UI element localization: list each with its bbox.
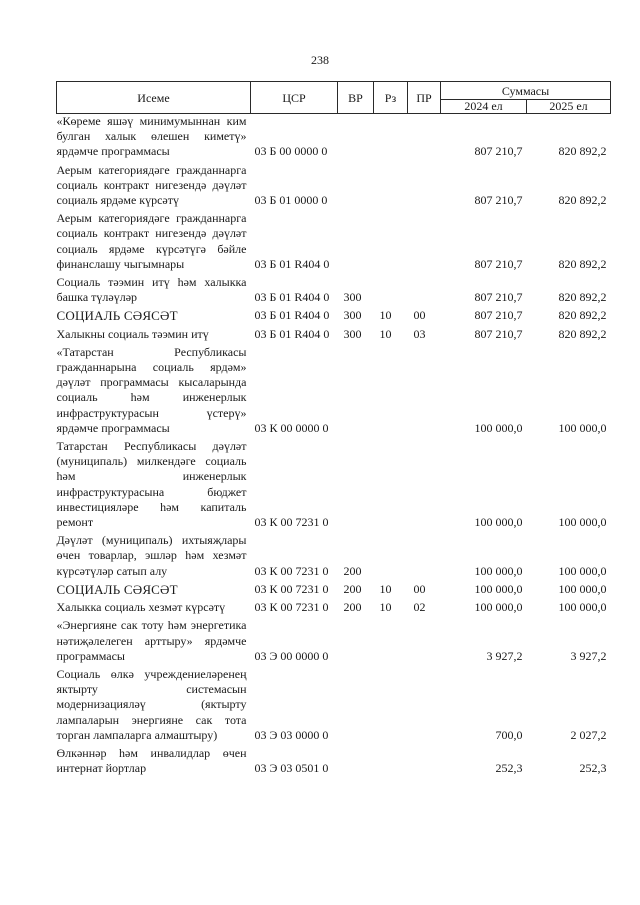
row-pr-code: 02 bbox=[413, 600, 426, 615]
row-amount-2025: 820 892,2 bbox=[558, 308, 607, 323]
row-vr-code: 300 bbox=[343, 290, 362, 305]
row-amount-2025: 820 892,2 bbox=[558, 193, 607, 208]
row-vr-code bbox=[338, 160, 374, 209]
row-csr-code: 03 Э 00 0000 0 bbox=[254, 648, 329, 663]
row-amount-2024: 252,3 bbox=[495, 761, 523, 776]
row-rz-code bbox=[374, 664, 408, 743]
row-amount-2025: 820 892,2 bbox=[558, 326, 607, 341]
header-csr: ЦСР bbox=[251, 82, 338, 114]
row-pr-code bbox=[408, 342, 441, 436]
row-amount-2025: 100 000,0 bbox=[558, 581, 607, 596]
row-vr-code bbox=[338, 664, 374, 743]
table-body bbox=[57, 114, 611, 777]
row-amount-2025: 100 000,0 bbox=[558, 600, 607, 615]
header-rz: Рз bbox=[374, 82, 408, 114]
table-row bbox=[57, 743, 611, 776]
row-vr-code: 200 bbox=[343, 563, 362, 578]
table-row bbox=[57, 160, 611, 209]
row-rz-code bbox=[374, 160, 408, 209]
row-rz-code: 10 bbox=[379, 581, 392, 596]
row-name: Социаль тәэмин итү һәм халыкка башка түләүләр bbox=[56, 275, 247, 305]
table-row bbox=[57, 664, 611, 743]
row-amount-2024: 100 000,0 bbox=[474, 420, 523, 435]
row-vr-code bbox=[338, 114, 374, 160]
row-amount-2025: 252,3 bbox=[579, 761, 607, 776]
row-name: Социаль өлкә учреждениеләренең яктырту системасын модернизацияләү (яктырту лампаларын энергияне сак тота торган лампаларга алмаштыру) bbox=[56, 666, 247, 742]
row-csr-code: 03 Б 00 0000 0 bbox=[254, 144, 328, 159]
row-rz-code: 10 bbox=[379, 308, 392, 323]
row-csr-code: 03 Б 01 0000 0 bbox=[254, 193, 328, 208]
row-pr-code bbox=[408, 436, 441, 530]
table-row bbox=[57, 342, 611, 436]
row-amount-2024: 807 210,7 bbox=[474, 193, 523, 208]
page-number: 238 bbox=[311, 53, 329, 67]
row-pr-code bbox=[408, 743, 441, 776]
row-pr-code bbox=[408, 664, 441, 743]
row-vr-code: 300 bbox=[343, 308, 362, 323]
table-row bbox=[57, 530, 611, 579]
table-row bbox=[57, 324, 611, 342]
row-rz-code bbox=[374, 530, 408, 579]
row-csr-code: 03 Б 01 R404 0 bbox=[254, 290, 330, 305]
row-pr-code bbox=[408, 272, 441, 305]
row-rz-code bbox=[374, 342, 408, 436]
table-row bbox=[57, 579, 611, 597]
row-pr-code: 00 bbox=[413, 581, 426, 596]
row-pr-code: 00 bbox=[413, 308, 426, 323]
row-rz-code bbox=[374, 615, 408, 664]
table-row bbox=[57, 114, 611, 160]
row-name: Аерым категориядәге гражданнарга социаль контракт нигезендә дәүләт социаль ярдәме күрсәтүгә бәйле финанслашу чыгымнары bbox=[56, 211, 247, 271]
row-amount-2025: 820 892,2 bbox=[558, 256, 607, 271]
row-pr-code: 03 bbox=[413, 326, 426, 341]
row-amount-2024: 3 927,2 bbox=[486, 648, 523, 663]
row-amount-2025: 820 892,2 bbox=[558, 290, 607, 305]
row-rz-code: 10 bbox=[379, 600, 392, 615]
row-amount-2025: 100 000,0 bbox=[558, 563, 607, 578]
row-rz-code bbox=[374, 436, 408, 530]
row-name: Өлкәннәр һәм инвалидлар өчен интернат йортлар bbox=[56, 745, 247, 776]
budget-table bbox=[56, 81, 611, 776]
row-csr-code: 03 Э 03 0501 0 bbox=[254, 761, 329, 776]
row-pr-code bbox=[408, 615, 441, 664]
row-amount-2025: 100 000,0 bbox=[558, 420, 607, 435]
row-pr-code bbox=[408, 114, 441, 160]
row-vr-code bbox=[338, 743, 374, 776]
row-pr-code bbox=[408, 208, 441, 272]
row-rz-code bbox=[374, 114, 408, 160]
table-row bbox=[57, 615, 611, 664]
row-vr-code: 300 bbox=[343, 326, 362, 341]
row-rz-code bbox=[374, 743, 408, 776]
row-rz-code: 10 bbox=[379, 326, 392, 341]
row-pr-code bbox=[408, 160, 441, 209]
row-amount-2024: 100 000,0 bbox=[474, 563, 523, 578]
row-name: Дәүләт (муниципаль) ихтыяҗлары өчен товарлар, эшләр һәм хезмәт күрсәтүләр сатып алу bbox=[56, 533, 247, 578]
row-csr-code: 03 К 00 0000 0 bbox=[254, 420, 329, 435]
header-pr: ПР bbox=[408, 82, 441, 114]
header-year-2024: 2024 ел bbox=[441, 100, 527, 114]
row-csr-code: 03 Э 03 0000 0 bbox=[254, 727, 329, 742]
row-csr-code: 03 Б 01 R404 0 bbox=[254, 256, 330, 271]
row-amount-2024: 100 000,0 bbox=[474, 581, 523, 596]
row-vr-code bbox=[338, 208, 374, 272]
table-header bbox=[57, 82, 611, 114]
row-name: «Көреме яшәү минимумыннан ким булган халык өлешен киметү» ярдәмче программасы bbox=[56, 114, 247, 159]
row-name: Татарстан Республикасы дәүләт (муниципаль) милкендәге социаль һәм инженерлык инфраструктурасына бюджет инвестицияләре һәм капиталь ремонт bbox=[56, 439, 247, 530]
row-amount-2024: 100 000,0 bbox=[474, 600, 523, 615]
row-vr-code bbox=[338, 342, 374, 436]
table-row bbox=[57, 597, 611, 615]
row-amount-2024: 700,0 bbox=[495, 727, 523, 742]
row-name: Аерым категориядәге гражданнарга социаль контракт нигезендә дәүләт социаль ярдәме күрсәтү bbox=[56, 162, 247, 208]
row-csr-code: 03 К 00 7231 0 bbox=[254, 563, 329, 578]
row-vr-code: 200 bbox=[343, 581, 362, 596]
table-row bbox=[57, 272, 611, 305]
row-name: «Энергияне сак тоту һәм энергетика нәтиҗәлелеген арттыру» ярдәмче программасы bbox=[56, 618, 247, 663]
row-name: СОЦИАЛЬ СӘЯСӘТ bbox=[56, 308, 178, 324]
row-name: СОЦИАЛЬ СӘЯСӘТ bbox=[56, 581, 178, 597]
row-amount-2024: 100 000,0 bbox=[474, 515, 523, 530]
row-vr-code bbox=[338, 436, 374, 530]
row-name: Халыкка социаль хезмәт күрсәтү bbox=[56, 600, 226, 615]
row-rz-code bbox=[374, 272, 408, 305]
row-amount-2025: 3 927,2 bbox=[570, 648, 607, 663]
row-pr-code bbox=[408, 530, 441, 579]
row-amount-2024: 807 210,7 bbox=[474, 326, 523, 341]
row-rz-code bbox=[374, 208, 408, 272]
row-csr-code: 03 К 00 7231 0 bbox=[254, 581, 329, 596]
row-csr-code: 03 Б 01 R404 0 bbox=[254, 326, 330, 341]
row-csr-code: 03 К 00 7231 0 bbox=[254, 600, 329, 615]
row-name: «Татарстан Республикасы гражданнарына социаль ярдәм» дәүләт программасы кысаларында социаль һәм инженерлык инфраструктурасын үстерү» ярдәмче программасы bbox=[56, 344, 247, 435]
row-amount-2025: 820 892,2 bbox=[558, 144, 607, 159]
row-name: Халыкны социаль тәэмин итү bbox=[56, 326, 209, 341]
row-amount-2024: 807 210,7 bbox=[474, 308, 523, 323]
header-name: Исеме bbox=[57, 82, 251, 114]
header-year-2025: 2025 ел bbox=[527, 100, 611, 114]
header-sums: Суммасы bbox=[441, 82, 611, 100]
row-amount-2024: 807 210,7 bbox=[474, 144, 523, 159]
header-vr: ВР bbox=[338, 82, 374, 114]
row-amount-2024: 807 210,7 bbox=[474, 256, 523, 271]
row-amount-2024: 807 210,7 bbox=[474, 290, 523, 305]
row-amount-2025: 100 000,0 bbox=[558, 515, 607, 530]
table-row bbox=[57, 208, 611, 272]
row-csr-code: 03 Б 01 R404 0 bbox=[254, 308, 330, 323]
row-amount-2025: 2 027,2 bbox=[570, 727, 607, 742]
table-row bbox=[57, 436, 611, 530]
table-row bbox=[57, 305, 611, 323]
row-vr-code bbox=[338, 615, 374, 664]
row-csr-code: 03 К 00 7231 0 bbox=[254, 515, 329, 530]
row-vr-code: 200 bbox=[343, 600, 362, 615]
